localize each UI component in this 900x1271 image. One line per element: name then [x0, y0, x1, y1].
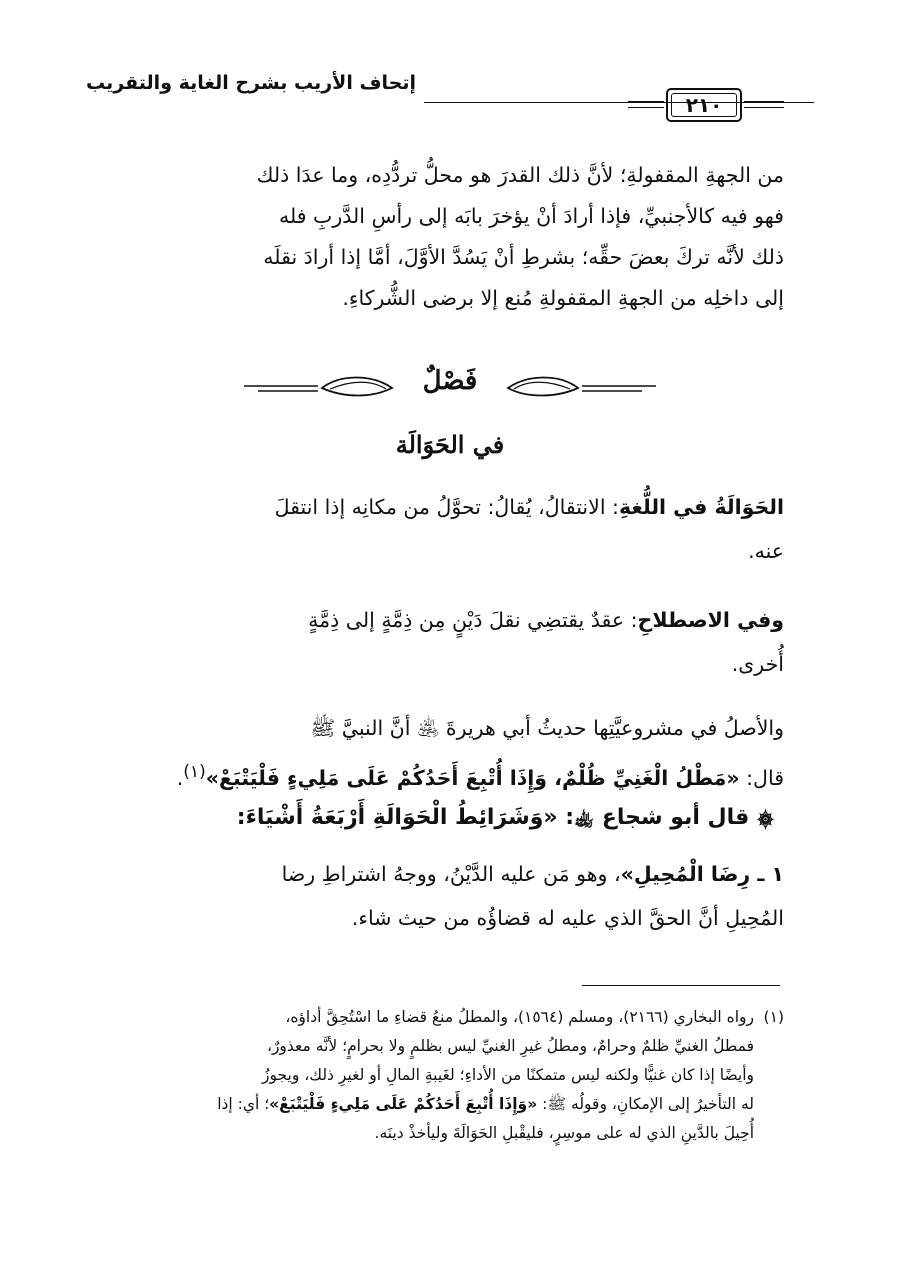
condition-line: [124, 852, 784, 896]
chapter-heading: في الحَوَالَة: [395, 430, 505, 459]
evidence-prefix: قال:: [739, 765, 784, 790]
footnote-text: رواه البخاري (٢١٦٦)، ومسلم (١٥٦٤)، والمطلُ منعُ قضاءِ ما اسْتُحِقَّ أداؤه،: [285, 1008, 754, 1026]
running-title: إتحاف الأريب بشرح الغاية والتقريب: [86, 72, 416, 94]
condition-text: ، وهو مَن عليه الدَّيْنُ، ووجهُ اشتراطِ رضا: [281, 862, 621, 886]
intro-line: ذلك لأنَّه تركَ بعضَ حقِّه؛ بشرطِ أنْ يَسُدَّ الأوَّلَ، أمَّا إذا أرادَ نقلَه: [263, 245, 784, 269]
intro-line: إلى داخلِه من الجهةِ المقفولةِ مُنع إلا برضى الشُّركاءِ.: [342, 286, 784, 310]
footnote: [116, 1003, 784, 1148]
definition-term: الحَوَالَةُ في اللُّغةِ: [618, 495, 784, 519]
footnote-separator: [582, 985, 780, 986]
page-number-ornament-right: [744, 101, 784, 108]
footnote-line: فمطلُ الغنيِّ ظلمٌ وحرامٌ، ومطلُ غيرِ الغنيِّ ليس بظلمٍ ولا بحرامٍ؛ لأنَّه معذورٌ،: [266, 1037, 754, 1055]
footnote-text: ؛ أي: إذا: [217, 1095, 270, 1113]
footnote-hadith-quote: «وَإِذَا أُتْبِعَ أَحَدُكُمْ عَلَى مَلِيءٍ فَلْيَتْبَعْ»: [269, 1095, 538, 1113]
condition-item-1: [124, 852, 784, 940]
footnote-line: [116, 1090, 784, 1119]
footnote-line: أُحِيلَ بالدَّينِ الذي له على موسِرٍ، فليقْبلِ الحَوَالَةَ وليأخذْ دينَه.: [374, 1124, 754, 1142]
evidence-suffix: .: [176, 765, 184, 790]
condition-line: المُحِيلِ أنَّ الحقَّ الذي عليه له قضاؤُه من حيث شاء.: [351, 906, 784, 930]
footnote-reference[interactable]: (١): [183, 762, 206, 782]
evidence-line: [124, 750, 784, 800]
page-number-ornament-left: [628, 101, 664, 108]
definition-line: أُخرى.: [731, 652, 784, 676]
lugha-definition: [124, 485, 784, 573]
definition-text: : الانتقالُ، يُقالُ: تحوَّلُ من مكانِه إذا انتقلَ: [274, 495, 619, 519]
definition-line: عنه.: [748, 539, 784, 563]
condition-label: ١ ـ رِضَا الْمُحِيلِ»: [620, 862, 784, 886]
intro-paragraph: [124, 155, 784, 319]
definition-text: : عقدٌ يقتضِي نقلَ دَيْنٍ مِن ذِمَّةٍ إلى ذِمَّةٍ: [308, 608, 638, 632]
evidence-line: والأصلُ في مشروعيَّتِها حديثُ أبي هريرةَ ﵁ أنَّ النبيَّ ﷺ: [310, 716, 784, 740]
footnote-text: له التأخيرُ إلى الإمكانِ، وقولُه ﷺ:: [537, 1095, 754, 1113]
evidence-paragraph: [124, 706, 784, 800]
definition-line: [124, 485, 784, 529]
hadith-quote: «مَطْلُ الْغَنِيِّ ظُلْمٌ، وَإِذَا أُتْبِعَ أَحَدُكُمْ عَلَى مَلِيءٍ فَلْيَتْبَعْ»: [205, 765, 740, 790]
page-number: ٢١٠: [685, 93, 723, 117]
page-number-frame: [666, 88, 742, 122]
intro-line: من الجهةِ المقفولةِ؛ لأنَّ ذلك القدرَ هو محلُّ تردُّدِه، وما عدَا ذلك: [256, 163, 784, 187]
istilah-definition: [124, 598, 784, 686]
footnote-line: وأيضًا إذا كان غنيًّا ولكنه ليس متمكنًا من الأداءِ؛ لغَيبةِ المالِ أو لغيرِ ذلك، ويجوزُ: [262, 1066, 754, 1084]
intro-line: فهو فيه كالأجنبيِّ، فإذا أرادَ أنْ يؤخرَ بابَه إلى رأسِ الدَّربِ فله: [278, 204, 784, 228]
definition-line: [124, 598, 784, 642]
definition-term: وفي الاصطلاحِ: [637, 608, 784, 632]
footnote-number: (١): [763, 1008, 784, 1026]
section-heading: فَصْلٌ: [422, 366, 478, 396]
footnote-line: [116, 1003, 784, 1032]
author-statement: ۞ قال أبو شجاع ﵀: «وَشَرَائِطُ الْحَوَالَةِ أَرْبَعَةُ أَشْيَاءَ:: [236, 805, 774, 830]
